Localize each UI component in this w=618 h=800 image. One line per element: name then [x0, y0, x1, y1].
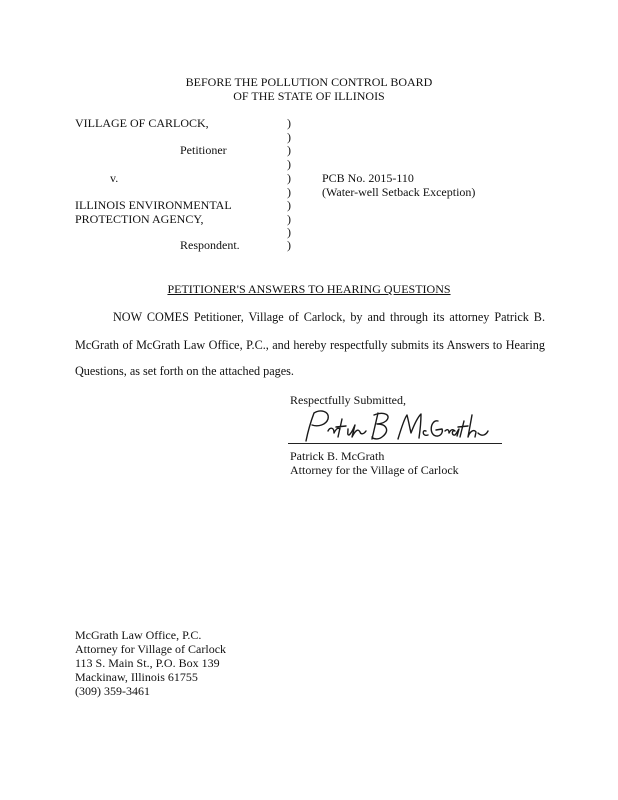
respondent-name-line2: PROTECTION AGENCY, [75, 212, 204, 226]
signer-title: Attorney for the Village of Carlock [290, 463, 459, 477]
signature-line [288, 443, 502, 444]
caption-brace: ) [287, 130, 291, 144]
caption-brace: ) [287, 171, 291, 185]
body-line-2: McGrath of McGrath Law Office, P.C., and hereby respectfully submits its Answers to Hearing [75, 338, 545, 352]
footer-phone: (309) 359-3461 [75, 684, 150, 698]
body-line-3: Questions, as set forth on the attached pages. [75, 364, 294, 378]
signer-name: Patrick B. McGrath [290, 449, 385, 463]
closing-text: Respectfully Submitted, [290, 393, 406, 407]
document-title: PETITIONER'S ANSWERS TO HEARING QUESTIONS [167, 282, 451, 296]
caption-brace: ) [287, 116, 291, 130]
footer-street: 113 S. Main St., P.O. Box 139 [75, 656, 220, 670]
petitioner-name: VILLAGE OF CARLOCK, [75, 116, 209, 130]
caption-brace: ) [287, 143, 291, 157]
case-type: (Water-well Setback Exception) [322, 185, 476, 199]
caption-brace: ) [287, 225, 291, 239]
footer-city: Mackinaw, Illinois 61755 [75, 670, 198, 684]
versus-label: v. [110, 171, 119, 185]
caption-brace: ) [287, 185, 291, 199]
signature-image [292, 407, 492, 451]
caption-brace: ) [287, 157, 291, 171]
caption-brace: ) [287, 212, 291, 226]
caption-brace: ) [287, 238, 291, 252]
respondent-role: Respondent. [180, 238, 240, 252]
footer-role: Attorney for Village of Carlock [75, 642, 227, 656]
petitioner-role: Petitioner [180, 143, 227, 157]
body-line-1: NOW COMES Petitioner, Village of Carlock, by and through its attorney Patrick B. [113, 310, 545, 324]
state-heading: OF THE STATE OF ILLINOIS [233, 89, 385, 103]
footer-firm: McGrath Law Office, P.C. [75, 628, 202, 642]
board-heading: BEFORE THE POLLUTION CONTROL BOARD [185, 75, 433, 89]
case-number: PCB No. 2015-110 [322, 171, 414, 185]
respondent-name-line1: ILLINOIS ENVIRONMENTAL [75, 198, 232, 212]
caption-brace: ) [287, 198, 291, 212]
